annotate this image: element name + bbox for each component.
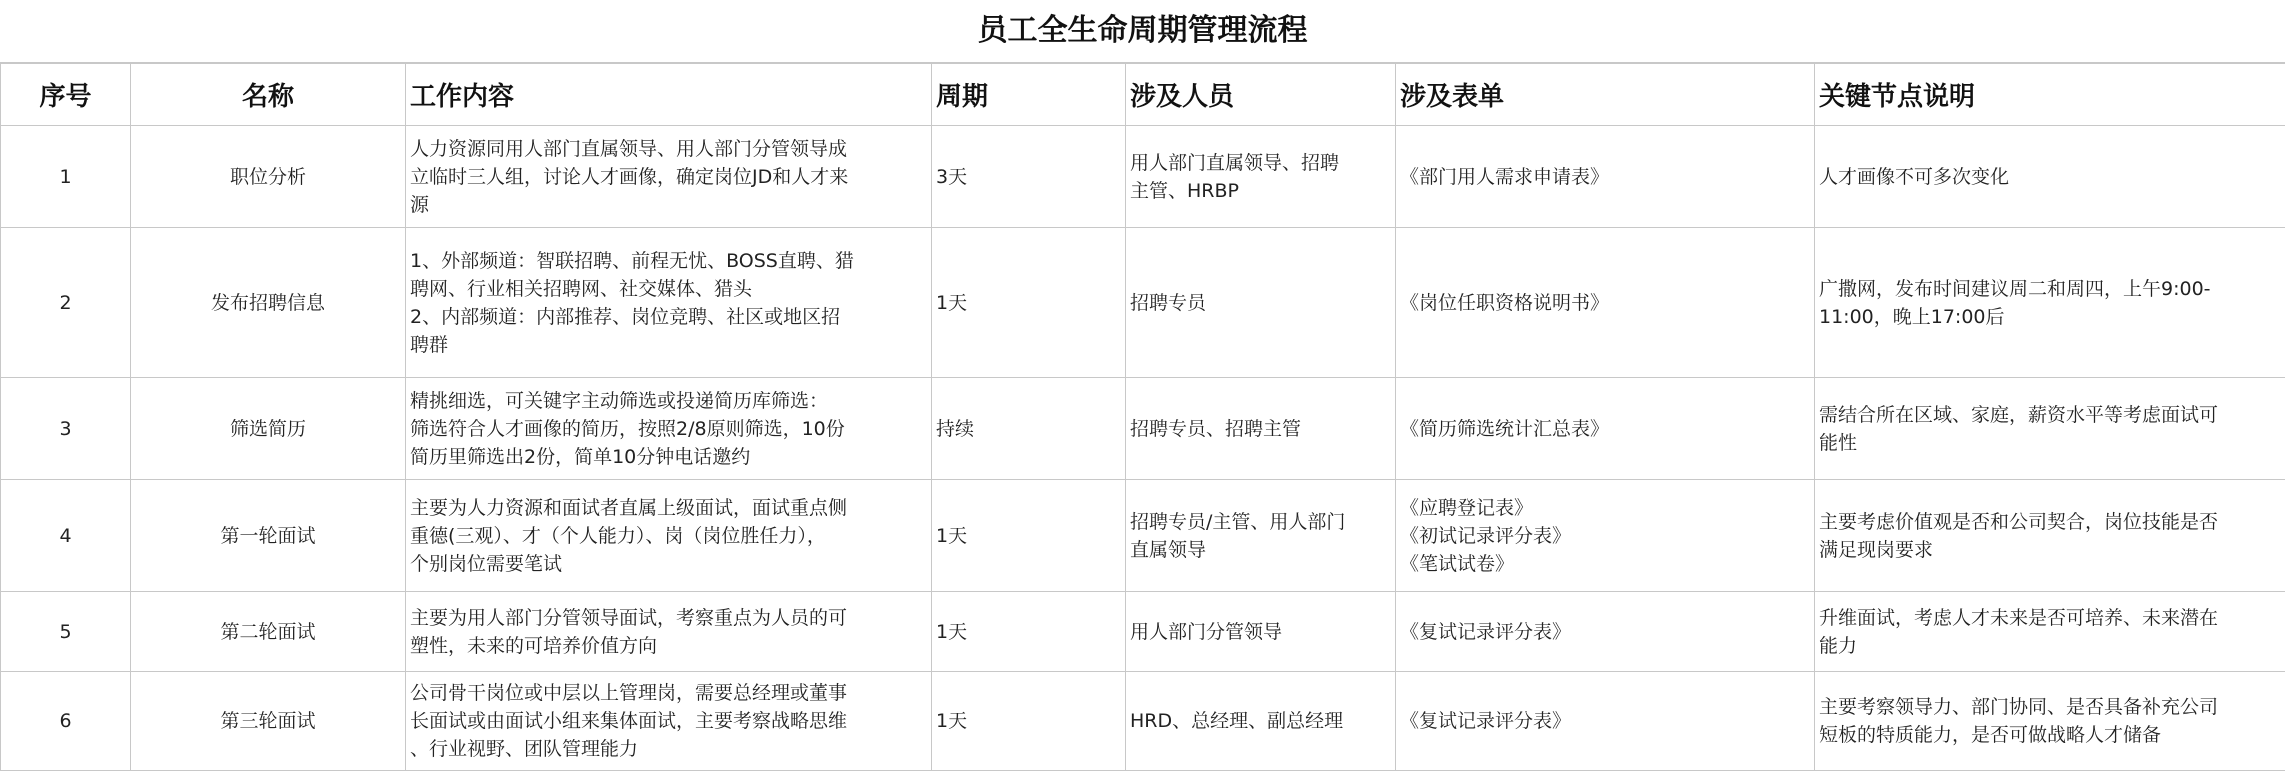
cell-period[interactable]: 1天: [932, 228, 1126, 378]
page-title: 员工全生命周期管理流程: [0, 0, 2285, 63]
cell-no[interactable]: 3: [1, 378, 131, 480]
table-row: [1, 592, 2285, 672]
cell-name[interactable]: 第三轮面试: [131, 672, 406, 771]
process-table: [0, 63, 2285, 771]
cell-forms[interactable]: 《部门用人需求申请表》: [1396, 126, 1815, 228]
cell-name[interactable]: 筛选简历: [131, 378, 406, 480]
cell-name[interactable]: 职位分析: [131, 126, 406, 228]
header-row: [1, 64, 2285, 126]
cell-name[interactable]: 发布招聘信息: [131, 228, 406, 378]
cell-content[interactable]: 1、外部频道：智联招聘、前程无忧、BOSS直聘、猎 聘网、行业相关招聘网、社交媒体、猎头 2、内部频道：内部推荐、岗位竞聘、社区或地区招 聘群: [406, 228, 932, 378]
cell-people[interactable]: 招聘专员、招聘主管: [1126, 378, 1396, 480]
cell-period[interactable]: 1天: [932, 480, 1126, 592]
cell-forms[interactable]: 《岗位任职资格说明书》: [1396, 228, 1815, 378]
header-name[interactable]: 名称: [131, 64, 406, 126]
header-no[interactable]: 序号: [1, 64, 131, 126]
table-row: [1, 672, 2285, 771]
cell-no[interactable]: 6: [1, 672, 131, 771]
cell-period[interactable]: 3天: [932, 126, 1126, 228]
cell-notes[interactable]: 升维面试，考虑人才未来是否可培养、未来潜在 能力: [1815, 592, 2285, 672]
cell-people[interactable]: 用人部门分管领导: [1126, 592, 1396, 672]
cell-content[interactable]: 精挑细选，可关键字主动筛选或投递简历库筛选： 筛选符合人才画像的简历，按照2/8原则筛选，10份 简历里筛选出2份，简单10分钟电话邀约: [406, 378, 932, 480]
cell-no[interactable]: 4: [1, 480, 131, 592]
cell-notes[interactable]: 主要考虑价值观是否和公司契合，岗位技能是否 满足现岗要求: [1815, 480, 2285, 592]
cell-no[interactable]: 2: [1, 228, 131, 378]
cell-forms[interactable]: 《复试记录评分表》: [1396, 672, 1815, 771]
cell-forms[interactable]: 《简历筛选统计汇总表》: [1396, 378, 1815, 480]
cell-notes[interactable]: 广撒网，发布时间建议周二和周四，上午9:00- 11:00，晚上17:00后: [1815, 228, 2285, 378]
header-people[interactable]: 涉及人员: [1126, 64, 1396, 126]
header-content[interactable]: 工作内容: [406, 64, 932, 126]
cell-period[interactable]: 1天: [932, 672, 1126, 771]
cell-no[interactable]: 5: [1, 592, 131, 672]
cell-people[interactable]: 用人部门直属领导、招聘 主管、HRBP: [1126, 126, 1396, 228]
header-forms[interactable]: 涉及表单: [1396, 64, 1815, 126]
header-period[interactable]: 周期: [932, 64, 1126, 126]
cell-notes[interactable]: 需结合所在区域、家庭，薪资水平等考虑面试可 能性: [1815, 378, 2285, 480]
table-row: [1, 480, 2285, 592]
cell-people[interactable]: HRD、总经理、副总经理: [1126, 672, 1396, 771]
cell-content[interactable]: 公司骨干岗位或中层以上管理岗，需要总经理或董事 长面试或由面试小组来集体面试，主要考察战略思维 、行业视野、团队管理能力: [406, 672, 932, 771]
table-row: [1, 228, 2285, 378]
table-row: [1, 378, 2285, 480]
cell-content[interactable]: 主要为人力资源和面试者直属上级面试，面试重点侧 重德(三观）、才（个人能力）、岗（岗位胜任力）， 个别岗位需要笔试: [406, 480, 932, 592]
header-notes[interactable]: 关键节点说明: [1815, 64, 2285, 126]
cell-notes[interactable]: 人才画像不可多次变化: [1815, 126, 2285, 228]
cell-period[interactable]: 持续: [932, 378, 1126, 480]
cell-period[interactable]: 1天: [932, 592, 1126, 672]
cell-content[interactable]: 主要为用人部门分管领导面试，考察重点为人员的可 塑性，未来的可培养价值方向: [406, 592, 932, 672]
table-row: [1, 126, 2285, 228]
cell-forms[interactable]: 《应聘登记表》 《初试记录评分表》 《笔试试卷》: [1396, 480, 1815, 592]
cell-people[interactable]: 招聘专员/主管、用人部门 直属领导: [1126, 480, 1396, 592]
cell-name[interactable]: 第二轮面试: [131, 592, 406, 672]
cell-no[interactable]: 1: [1, 126, 131, 228]
cell-notes[interactable]: 主要考察领导力、部门协同、是否具备补充公司 短板的特质能力，是否可做战略人才储备: [1815, 672, 2285, 771]
cell-content[interactable]: 人力资源同用人部门直属领导、用人部门分管领导成 立临时三人组，讨论人才画像，确定岗位JD和人才来 源: [406, 126, 932, 228]
cell-name[interactable]: 第一轮面试: [131, 480, 406, 592]
cell-people[interactable]: 招聘专员: [1126, 228, 1396, 378]
cell-forms[interactable]: 《复试记录评分表》: [1396, 592, 1815, 672]
